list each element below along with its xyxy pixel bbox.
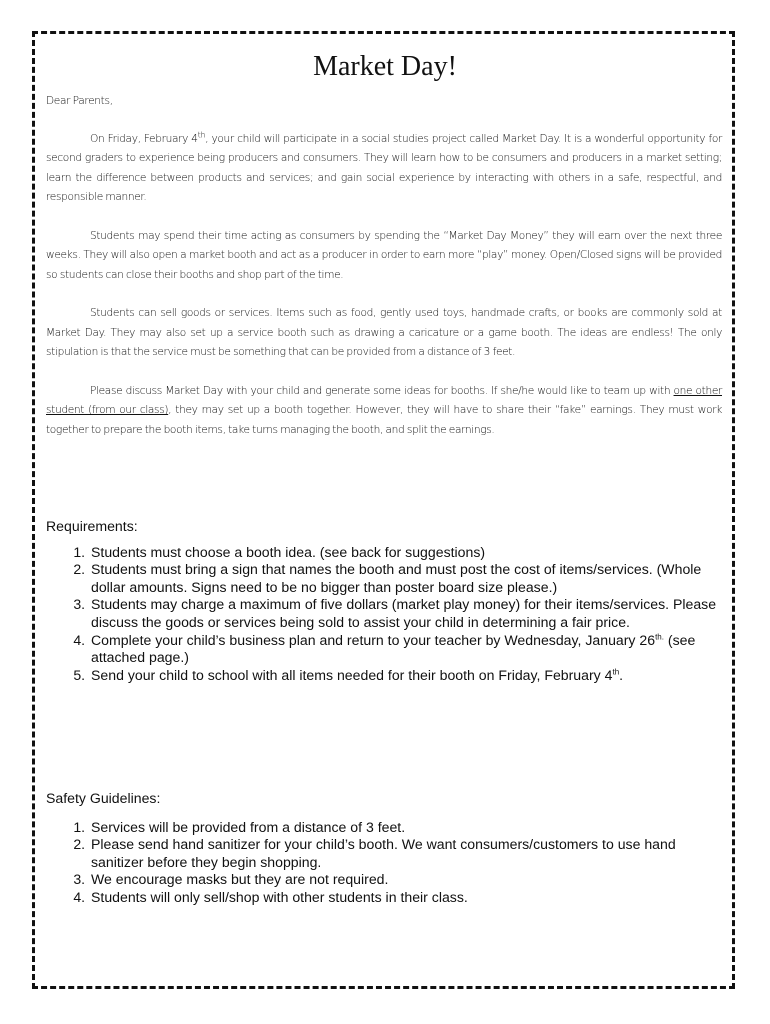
paragraph-4 (46, 382, 722, 441)
safety-list (46, 819, 722, 907)
requirement-item (89, 632, 722, 667)
safety-item: 1. Services will be provided from a distance of 3 feet. (89, 819, 722, 837)
paragraph-4-underlined: one other student (from our class) (46, 384, 722, 416)
paragraph-1-text-b: , your child will participate in a social studies project called Market Day. It is a wonderful opportunity for second graders to experience being producers and consumers. They will learn how to be consumers and producers in a market setting; learn the difference between products and services; and gain social experience by interacting with others in a safe, respectful, and responsible manner. (46, 132, 722, 203)
requirement-5-sup: th (612, 667, 620, 677)
safety-item: 4. Students will only sell/shop with other students in their class. (89, 889, 722, 907)
requirement-item: 3. Students may charge a maximum of five dollars (market play money) for their items/services. Please discuss the goods or services being sold to assist your child in determining a fair price. (89, 596, 722, 631)
requirements-list (46, 544, 722, 685)
safety-item: 3. We encourage masks but they are not required. (89, 871, 722, 889)
requirements-section (46, 518, 722, 684)
requirement-5-text-b: . (619, 666, 624, 683)
paragraph-1 (46, 130, 722, 208)
paragraph-3: Students can sell goods or services. Items such as food, gently used toys, handmade crafts, or books are commonly sold at Market Day. They may also set up a service booth such as drawing a caricature or a game booth. The ideas are endless! The only stipulation is that the service must be something that can be provided from a distance of 3 feet. (46, 307, 722, 358)
greeting: Dear Parents, (46, 95, 113, 107)
safety-section (46, 790, 722, 907)
safety-heading: Safety Guidelines: (46, 790, 161, 806)
paragraph-1-sup: th (197, 129, 206, 139)
requirement-item (89, 667, 722, 685)
paragraph-4-text-b: , they may set up a booth together. However, they will have to share their “fake” earnings. They must work together to prepare the booth items, take turns managing the booth, and split the earnings. (46, 404, 723, 436)
requirement-4-sup: th. (655, 631, 664, 641)
requirement-4-text-b: (see attached page.) (91, 631, 696, 666)
requirement-5-text-a: Send your child to school with all items needed for their booth on Friday, February 4 (91, 666, 613, 683)
requirement-4-text-a: Complete your child’s business plan and return to your teacher by Wednesday, January 26 (91, 631, 656, 648)
letter-body (46, 92, 722, 459)
safety-item: 2. Please send hand sanitizer for your child’s booth. We want consumers/customers to use hand sanitizer before they begin shopping. (89, 836, 722, 871)
paragraph-4-text-a: Please discuss Market Day with your child and generate some ideas for booths. If she/he would like to team up with (90, 384, 674, 397)
paragraph-2: Students may spend their time acting as consumers by spending the “Market Day Money” they will earn over the next three weeks. They will also open a market booth and act as a producer in order to earn more “play” money. Open/Closed signs will be provided so students can close their booths and shop part of the time. (46, 229, 722, 281)
page-title: Market Day! (313, 51, 457, 82)
paragraph-1-text-a: On Friday, February 4 (90, 132, 198, 145)
requirement-item: 2. Students must bring a sign that names the booth and must post the cost of items/services. (Whole dollar amounts. Signs need to be no bigger than poster board size please.) (89, 561, 722, 596)
requirement-item: 1. Students must choose a booth idea. (see back for suggestions) (89, 544, 722, 562)
requirements-heading: Requirements: (46, 518, 138, 534)
